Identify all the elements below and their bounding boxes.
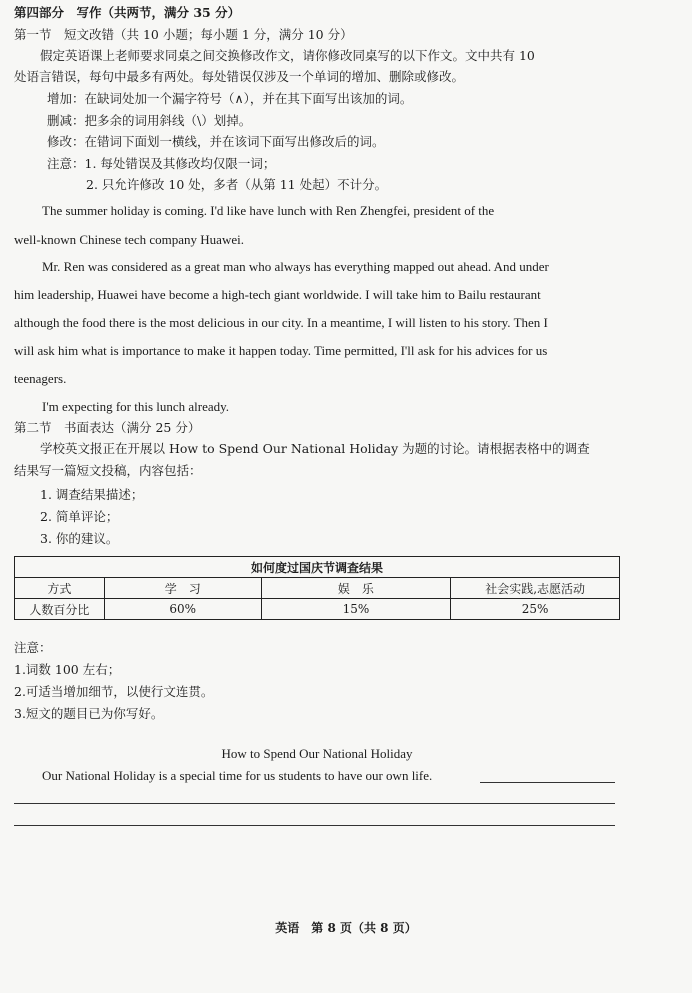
section1-intro-line1: 假定英语课上老师要求同桌之间交换修改作文，请你修改同桌写的以下作文。文中共有 10 — [40, 48, 535, 63]
essay-first-sentence: Our National Holiday is a special time for us students to have our own life. — [42, 768, 433, 783]
note-2: 2. 只允许修改 10 处，多者（从第 11 处起）不计分。 — [86, 177, 388, 192]
table-cell: 60% — [104, 599, 261, 620]
survey-table-title: 如何度过国庆节调查结果 — [15, 557, 620, 578]
writing-note: 1.词数 100 左右； — [14, 662, 121, 677]
table-row — [15, 599, 620, 620]
content-point: 1. 调查结果描述； — [40, 487, 144, 502]
writing-note: 3.短文的题目已为你写好。 — [14, 706, 164, 721]
section2-intro-line2: 结果写一篇短文投稿，内容包括： — [14, 463, 202, 478]
passage-line: The summer holiday is coming. I'd like have lunch with Ren Zhengfei, president of the — [42, 203, 495, 218]
passage-line: him leadership, Huawei have become a high-tech giant worldwide. I will take him to Bailu restaurant — [14, 287, 541, 302]
note-1: 注意：1. 每处错误及其修改均仅限一词； — [47, 156, 276, 171]
notes-title: 注意： — [14, 640, 52, 655]
rule-delete: 删减：把多余的词用斜线（\）划掉。 — [47, 113, 252, 128]
table-header-cell: 学 习 — [104, 578, 261, 599]
section1-title: 第一节 短文改错（共 10 小题；每小题 1 分，满分 10 分） — [14, 27, 353, 42]
passage-line: Mr. Ren was considered as a great man who always has everything mapped out ahead. And under — [42, 259, 549, 274]
table-header-cell: 方式 — [15, 578, 105, 599]
passage-line: well-known Chinese tech company Huawei. — [14, 232, 244, 247]
passage-line: teenagers. — [14, 371, 67, 386]
table-cell: 人数百分比 — [15, 599, 105, 620]
table-header-cell: 社会实践,志愿活动 — [451, 578, 620, 599]
content-point: 3. 你的建议。 — [40, 531, 119, 546]
rule-modify: 修改：在错词下面划一横线，并在该词下面写出修改后的词。 — [47, 134, 385, 149]
page-footer: 英语 第 8 页（共 8 页） — [275, 921, 417, 935]
section2-intro-line1: 学校英文报正在开展以 How to Spend Our National Holiday 为题的讨论。请根据表格中的调查 — [40, 441, 590, 456]
answer-line — [480, 782, 615, 783]
survey-table — [14, 556, 620, 620]
table-header-row — [15, 578, 620, 599]
part-title: 第四部分 写作（共两节，满分 35 分） — [14, 5, 241, 20]
essay-title: How to Spend Our National Holiday — [221, 746, 413, 761]
passage-line: although the food there is the most delicious in our city. In a meantime, I will listen to his story. Then I — [14, 315, 548, 330]
rule-add: 增加：在缺词处加一个漏字符号（∧），并在其下面写出该加的词。 — [47, 91, 413, 106]
content-point: 2. 简单评论； — [40, 509, 119, 524]
table-cell: 25% — [451, 599, 620, 620]
answer-line — [14, 803, 615, 804]
section1-intro-line2: 处语言错误，每句中最多有两处。每处错误仅涉及一个单词的增加、删除或修改。 — [14, 69, 465, 84]
writing-note: 2.可适当增加细节，以使行文连贯。 — [14, 684, 214, 699]
table-cell: 15% — [261, 599, 451, 620]
answer-line — [14, 825, 615, 826]
section2-title: 第二节 书面表达（满分 25 分） — [14, 420, 201, 435]
table-header-cell: 娱 乐 — [261, 578, 451, 599]
passage-line: I'm expecting for this lunch already. — [42, 399, 230, 414]
passage-line: will ask him what is importance to make it happen today. Time permitted, I'll ask for his advices for us — [14, 343, 548, 358]
